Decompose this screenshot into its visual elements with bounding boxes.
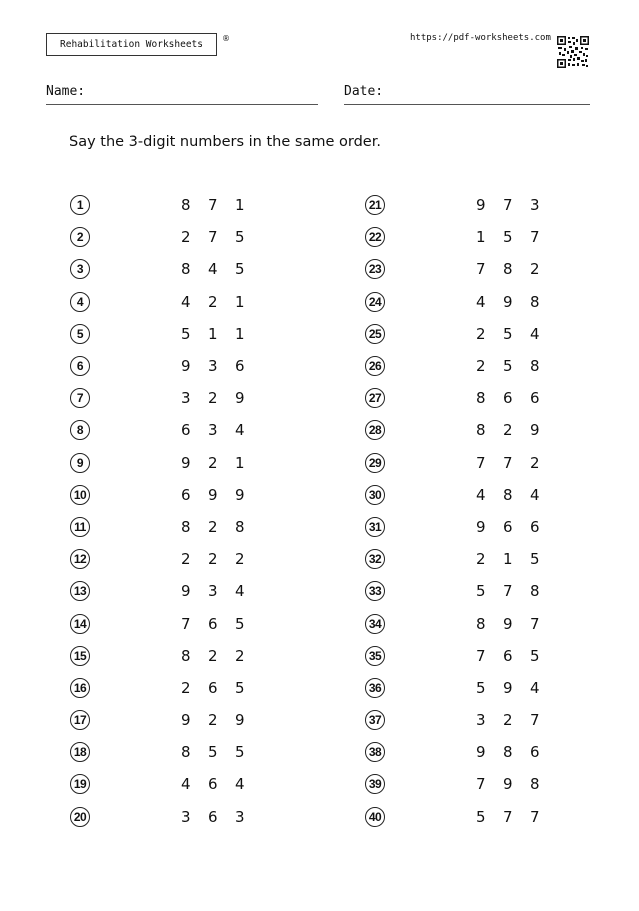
- digit: 7: [476, 260, 486, 279]
- digit: 8: [530, 582, 540, 601]
- digit: 4: [181, 292, 191, 311]
- item-number: 12: [70, 549, 90, 569]
- digit-sequence: [476, 647, 557, 665]
- digit: 2: [208, 292, 218, 311]
- digit-sequence: [181, 454, 262, 472]
- digit: 9: [181, 357, 191, 376]
- item-number: 35: [365, 646, 385, 666]
- digit: 5: [235, 743, 245, 762]
- digit: 3: [235, 807, 245, 826]
- digit-sequence: [476, 775, 557, 793]
- list-item: [365, 607, 625, 639]
- digit: 6: [208, 678, 218, 697]
- date-field[interactable]: [344, 84, 590, 105]
- digit-sequence: [181, 486, 262, 504]
- item-number: 24: [365, 292, 385, 312]
- digit: 5: [235, 614, 245, 633]
- digit: 7: [530, 807, 540, 826]
- list-item: [365, 189, 625, 221]
- digit: 4: [208, 260, 218, 279]
- digit-sequence: [181, 196, 262, 214]
- digit-sequence: [476, 486, 557, 504]
- digit: 8: [530, 775, 540, 794]
- list-item: [365, 575, 625, 607]
- list-item: [70, 479, 330, 511]
- list-item: [70, 414, 330, 446]
- item-number: 32: [365, 549, 385, 569]
- digit-sequence: [476, 582, 557, 600]
- digit: 7: [530, 614, 540, 633]
- item-number: 36: [365, 678, 385, 698]
- digit: 9: [530, 421, 540, 440]
- digit-sequence: [181, 325, 262, 343]
- item-number: 21: [365, 195, 385, 215]
- registered-mark: ®: [222, 34, 230, 43]
- digit-sequence: [181, 647, 262, 665]
- digit: 6: [530, 743, 540, 762]
- name-label: Name:: [46, 84, 86, 99]
- digit: 8: [530, 292, 540, 311]
- digit: 6: [208, 775, 218, 794]
- list-item: [365, 286, 625, 318]
- digit: 1: [235, 324, 245, 343]
- item-number: 15: [70, 646, 90, 666]
- item-number: 6: [70, 356, 90, 376]
- digit: 4: [235, 421, 245, 440]
- name-field[interactable]: [46, 84, 318, 105]
- digit-sequence: [181, 421, 262, 439]
- item-number: 31: [365, 517, 385, 537]
- list-item: [365, 801, 625, 833]
- digit: 1: [503, 550, 513, 569]
- digit: 2: [181, 678, 191, 697]
- digit-sequence: [181, 679, 262, 697]
- brand-label-box: [46, 33, 217, 56]
- digit: 1: [208, 324, 218, 343]
- digit: 7: [503, 196, 513, 215]
- digit: 2: [235, 550, 245, 569]
- digit: 2: [208, 550, 218, 569]
- digit: 4: [235, 582, 245, 601]
- digit: 1: [235, 292, 245, 311]
- digit: 7: [530, 228, 540, 247]
- digit: 9: [476, 517, 486, 536]
- digit: 8: [476, 389, 486, 408]
- digit: 5: [503, 228, 513, 247]
- digit: 7: [181, 614, 191, 633]
- digit-sequence: [181, 293, 262, 311]
- list-item: [365, 382, 625, 414]
- list-item: [365, 672, 625, 704]
- digit-sequence: [476, 293, 557, 311]
- digit: 2: [503, 711, 513, 730]
- digit-sequence: [476, 711, 557, 729]
- item-number: 27: [365, 388, 385, 408]
- digit: 8: [530, 357, 540, 376]
- digit: 5: [235, 228, 245, 247]
- brand-label: Rehabilitation Worksheets: [60, 39, 203, 50]
- list-item: [70, 607, 330, 639]
- item-number: 34: [365, 614, 385, 634]
- item-number: 40: [365, 807, 385, 827]
- digit: 9: [235, 389, 245, 408]
- digit: 2: [208, 646, 218, 665]
- digit: 8: [476, 421, 486, 440]
- digit: 8: [181, 260, 191, 279]
- item-number: 2: [70, 227, 90, 247]
- item-number: 1: [70, 195, 90, 215]
- list-item: [365, 414, 625, 446]
- item-number: 7: [70, 388, 90, 408]
- item-number: 5: [70, 324, 90, 344]
- digit: 2: [208, 711, 218, 730]
- digit: 9: [235, 485, 245, 504]
- digit: 5: [503, 324, 513, 343]
- list-item: [70, 672, 330, 704]
- item-number: 19: [70, 774, 90, 794]
- digit-sequence: [181, 550, 262, 568]
- digit-sequence: [181, 228, 262, 246]
- digit-sequence: [476, 743, 557, 761]
- digit-sequence: [476, 389, 557, 407]
- digit: 1: [235, 453, 245, 472]
- list-item: [365, 253, 625, 285]
- item-number: 16: [70, 678, 90, 698]
- digit-sequence: [476, 196, 557, 214]
- digit: 8: [503, 485, 513, 504]
- list-item: [365, 221, 625, 253]
- list-item: [70, 511, 330, 543]
- item-number: 22: [365, 227, 385, 247]
- digit: 5: [235, 678, 245, 697]
- digit-sequence: [476, 421, 557, 439]
- list-item: [365, 479, 625, 511]
- list-item: [70, 704, 330, 736]
- digit-sequence: [476, 679, 557, 697]
- digit: 5: [208, 743, 218, 762]
- digit: 6: [503, 646, 513, 665]
- item-number: 3: [70, 259, 90, 279]
- digit-sequence: [476, 325, 557, 343]
- digit: 9: [503, 678, 513, 697]
- item-number: 10: [70, 485, 90, 505]
- item-number: 25: [365, 324, 385, 344]
- digit-sequence: [181, 389, 262, 407]
- digit: 6: [181, 485, 191, 504]
- digit-sequence: [181, 711, 262, 729]
- digit-sequence: [476, 808, 557, 826]
- digit: 7: [208, 196, 218, 215]
- digit: 5: [503, 357, 513, 376]
- digit: 8: [503, 260, 513, 279]
- digit: 3: [181, 807, 191, 826]
- digit: 7: [530, 711, 540, 730]
- item-number: 37: [365, 710, 385, 730]
- item-number: 23: [365, 259, 385, 279]
- list-item: [365, 511, 625, 543]
- item-number: 8: [70, 420, 90, 440]
- digit: 9: [181, 453, 191, 472]
- digit: 9: [503, 614, 513, 633]
- digit: 8: [181, 646, 191, 665]
- digit: 2: [235, 646, 245, 665]
- digit-sequence: [181, 808, 262, 826]
- digit: 6: [181, 421, 191, 440]
- digit: 9: [503, 775, 513, 794]
- list-item: [70, 801, 330, 833]
- digit: 4: [476, 485, 486, 504]
- digit: 4: [530, 324, 540, 343]
- digit: 7: [503, 582, 513, 601]
- list-item: [365, 447, 625, 479]
- digit: 8: [181, 517, 191, 536]
- list-item: [70, 318, 330, 350]
- digit: 4: [530, 678, 540, 697]
- digit: 6: [235, 357, 245, 376]
- digit: 5: [181, 324, 191, 343]
- list-item: [70, 286, 330, 318]
- digit: 7: [476, 453, 486, 472]
- item-column-left: [70, 189, 330, 833]
- list-item: [365, 543, 625, 575]
- digit-sequence: [476, 550, 557, 568]
- item-number: 9: [70, 453, 90, 473]
- item-column-right: [365, 189, 625, 833]
- list-item: [70, 768, 330, 800]
- site-url: https://pdf-worksheets.com: [410, 33, 551, 43]
- digit-sequence: [476, 228, 557, 246]
- digit: 7: [476, 775, 486, 794]
- digit: 4: [181, 775, 191, 794]
- digit: 4: [476, 292, 486, 311]
- digit-sequence: [181, 357, 262, 375]
- digit: 9: [476, 743, 486, 762]
- list-item: [365, 704, 625, 736]
- list-item: [365, 350, 625, 382]
- date-label: Date:: [344, 84, 384, 99]
- digit: 3: [181, 389, 191, 408]
- digit: 7: [208, 228, 218, 247]
- digit: 2: [181, 550, 191, 569]
- digit: 7: [503, 807, 513, 826]
- digit: 9: [181, 711, 191, 730]
- list-item: [365, 640, 625, 672]
- digit: 2: [530, 260, 540, 279]
- item-number: 20: [70, 807, 90, 827]
- digit: 5: [530, 646, 540, 665]
- digit: 9: [503, 292, 513, 311]
- digit: 9: [476, 196, 486, 215]
- item-number: 38: [365, 742, 385, 762]
- list-item: [70, 575, 330, 607]
- digit-sequence: [181, 260, 262, 278]
- digit: 2: [181, 228, 191, 247]
- digit: 1: [476, 228, 486, 247]
- digit: 7: [476, 646, 486, 665]
- digit: 9: [208, 485, 218, 504]
- digit: 2: [476, 550, 486, 569]
- digit: 8: [181, 743, 191, 762]
- list-item: [70, 221, 330, 253]
- digit-sequence: [181, 582, 262, 600]
- item-number: 13: [70, 581, 90, 601]
- qr-code-icon: [557, 36, 589, 68]
- digit: 3: [530, 196, 540, 215]
- list-item: [365, 318, 625, 350]
- digit: 8: [476, 614, 486, 633]
- list-item: [70, 640, 330, 672]
- digit: 5: [235, 260, 245, 279]
- digit: 2: [208, 517, 218, 536]
- item-number: 4: [70, 292, 90, 312]
- digit-sequence: [476, 454, 557, 472]
- digit: 1: [235, 196, 245, 215]
- digit-sequence: [476, 357, 557, 375]
- instruction-text: Say the 3-digit numbers in the same order.: [69, 134, 381, 150]
- list-item: [70, 543, 330, 575]
- digit: 4: [235, 775, 245, 794]
- list-item: [70, 350, 330, 382]
- digit: 6: [530, 517, 540, 536]
- digit: 8: [181, 196, 191, 215]
- item-number: 29: [365, 453, 385, 473]
- digit-sequence: [476, 615, 557, 633]
- digit: 6: [503, 389, 513, 408]
- digit: 6: [208, 807, 218, 826]
- digit: 2: [476, 357, 486, 376]
- digit-sequence: [181, 615, 262, 633]
- list-item: [70, 189, 330, 221]
- list-item: [70, 382, 330, 414]
- digit: 3: [208, 421, 218, 440]
- item-number: 11: [70, 517, 90, 537]
- item-number: 30: [365, 485, 385, 505]
- list-item: [365, 736, 625, 768]
- digit: 5: [476, 807, 486, 826]
- digit: 2: [208, 453, 218, 472]
- digit: 6: [530, 389, 540, 408]
- digit: 8: [503, 743, 513, 762]
- digit: 3: [208, 357, 218, 376]
- digit: 3: [476, 711, 486, 730]
- list-item: [70, 447, 330, 479]
- list-item: [70, 253, 330, 285]
- digit: 4: [530, 485, 540, 504]
- digit-sequence: [181, 775, 262, 793]
- digit: 8: [235, 517, 245, 536]
- digit: 6: [208, 614, 218, 633]
- digit: 5: [476, 678, 486, 697]
- item-number: 18: [70, 742, 90, 762]
- digit: 3: [208, 582, 218, 601]
- item-number: 17: [70, 710, 90, 730]
- digit: 2: [530, 453, 540, 472]
- digit: 2: [503, 421, 513, 440]
- digit-sequence: [181, 743, 262, 761]
- item-number: 33: [365, 581, 385, 601]
- item-number: 26: [365, 356, 385, 376]
- digit: 9: [235, 711, 245, 730]
- digit-sequence: [476, 260, 557, 278]
- digit-sequence: [181, 518, 262, 536]
- item-number: 14: [70, 614, 90, 634]
- item-number: 28: [365, 420, 385, 440]
- digit: 6: [503, 517, 513, 536]
- digit: 9: [181, 582, 191, 601]
- digit: 7: [503, 453, 513, 472]
- list-item: [70, 736, 330, 768]
- digit: 5: [476, 582, 486, 601]
- list-item: [365, 768, 625, 800]
- digit: 2: [476, 324, 486, 343]
- item-number: 39: [365, 774, 385, 794]
- digit-sequence: [476, 518, 557, 536]
- digit: 5: [530, 550, 540, 569]
- digit: 2: [208, 389, 218, 408]
